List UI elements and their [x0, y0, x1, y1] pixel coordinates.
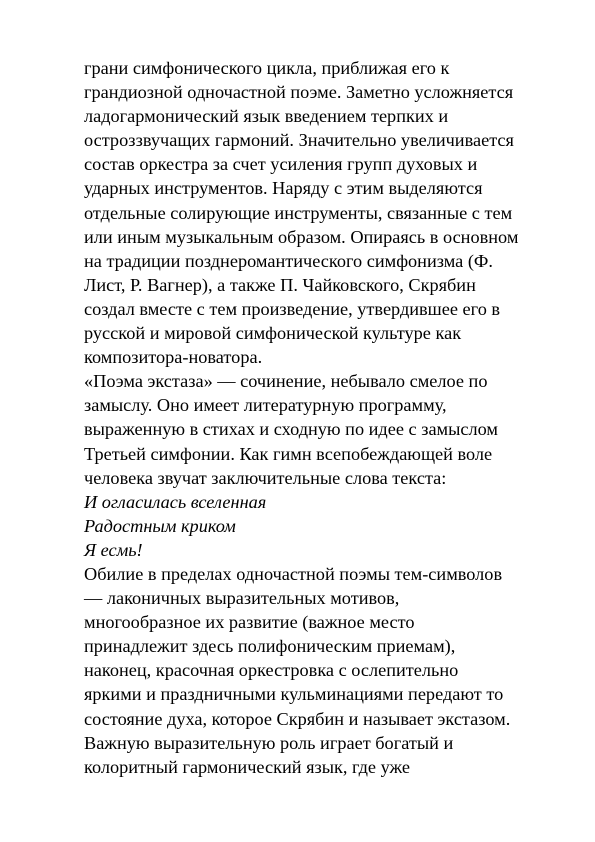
text-line: Лист, Р. Вагнер), а также П. Чайковского, Скрябин: [84, 274, 476, 295]
text-line: ладогармонический язык введением терпких и: [84, 106, 449, 127]
text-line: состояние духа, которое Скрябин и называет экстазом.: [84, 708, 511, 729]
text-line: яркими и праздничными кульминациями передают то: [84, 684, 504, 705]
text-line: композитора-новатора.: [84, 347, 263, 368]
text-line: колоритный гармонический язык, где уже: [84, 756, 411, 777]
text-line: русской и мировой симфонической культуре как: [84, 323, 462, 344]
body-text: [84, 56, 564, 779]
text-line: ударных инструментов. Наряду с этим выделяются: [84, 178, 483, 199]
text-line: Важную выразительную роль играет богатый и: [84, 732, 454, 753]
text-line: многообразное их развитие (важное место: [84, 612, 415, 633]
text-line: состав оркестра за счет усиления групп духовых и: [84, 154, 478, 175]
text-line: или иным музыкальным образом. Опираясь в основном: [84, 226, 519, 247]
text-line: выраженную в стихах и сходную по идее с замыслом: [84, 419, 499, 440]
verse-line: И огласилась вселенная: [84, 491, 267, 512]
text-line: Третьей симфонии. Как гимн всепобеждающей воле: [84, 443, 493, 464]
text-line: создал вместе с тем произведение, утвердившее его в: [84, 298, 501, 319]
verse-line: Радостным криком: [84, 515, 236, 536]
text-line: принадлежит здесь полифоническим приемам),: [84, 636, 456, 657]
text-line: остроззвучащих гармоний. Значительно увеличивается: [84, 130, 514, 151]
text-line: Обилие в пределах одночастной поэмы тем-символов: [84, 563, 503, 584]
text-line: — лаконичных выразительных мотивов,: [84, 588, 400, 609]
text-line: «Поэма экстаза» — сочинение, небывало смелое по: [84, 371, 488, 392]
verse-line: Я есмь!: [84, 539, 143, 560]
text-line: грандиозной одночастной поэме. Заметно усложняется: [84, 82, 514, 103]
text-line: человека звучат заключительные слова текста:: [84, 467, 447, 488]
text-line: грани симфонического цикла, приближая его к: [84, 58, 450, 78]
text-line: отдельные солирующие инструменты, связанные с тем: [84, 202, 513, 223]
text-line: замыслу. Оно имеет литературную программу,: [84, 395, 447, 416]
text-line: на традиции позднеромантического симфонизма (Ф.: [84, 250, 493, 271]
text-line: наконец, красочная оркестровка с ослепительно: [84, 660, 459, 681]
